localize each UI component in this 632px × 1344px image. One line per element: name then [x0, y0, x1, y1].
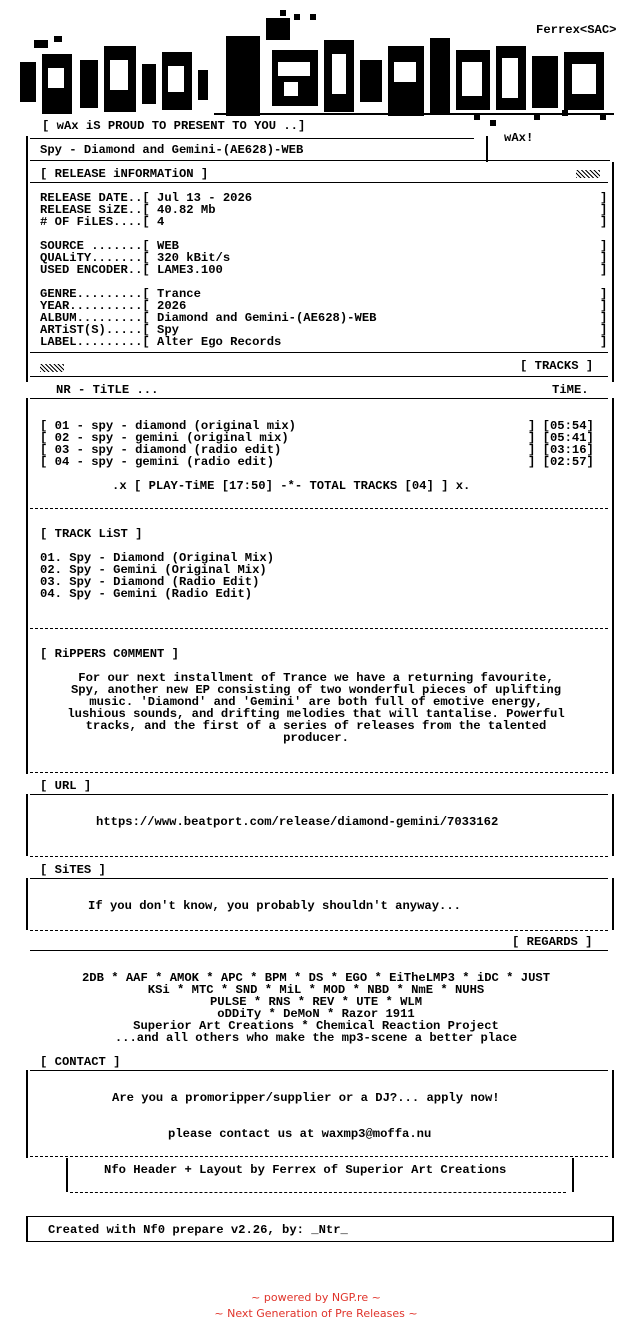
logo-tag: wAx!: [504, 131, 534, 145]
info-row: RELEASE SiZE..[ 40.82 Mb: [40, 203, 216, 217]
nfo-page: Ferrex<SAC> [ wAx iS PROUD TO PRESENT TO YOU ..] wAx! Spy - Diamond and Gemini-(AE628)-WEB [ RELEASE iNFORMATiON ] RELEASE DATE..[ Jul 13 - 2026 RELEASE SiZE..[ 40.82 Mb # OF FiLES....[ 4 SOURCE .......[ WEB QUALiTY.......[ 320 kBit/s USED ENCODER..[ LAME3.100 GENRE.........[ Trance YEAR..........[ 2026 ALBUM.........[ Diamond and Gemini-(AE628)-WEB ARTiST(S).....[ Spy LABEL.........[ Alter Ego Records ] ] ] ] ] ] ] ] ] ] ] [ TRACKS ] NR - TiTLE ... TiME. [ 01 - spy - diamond (original mix) ] [05:54] [ 02 - spy - gemini (original mix) ] [05:41] [ 03 - spy - diamond (radio edit) ] [03:16] [ 04 - spy - gemini (radio edit) ] [02:57] .x [ PLAY-TiME [17:50] -*- TOTAL TRACKS [04] ] x. [ TRACK LiST ] 01. Spy - Diamond (Original Mix) 02. Spy - Gemini (Original Mix) 03. Spy - Diamond (Radio Edit) 04. Spy - Gemini (Radio Edit) [ RiPPERS C0MMENT ] For our next installment of Trance we have a returning favourite, Spy, another new EP consisting of two wonderful pieces of uplifting music. 'Diamond' and 'Gemini' are both full of emotive energy, lushious sounds, and drifting melodies that will tantalise. Powerful tracks, and the first of a series of releases from the talented producer. [ URL ] https://www.beatport.com/release/diamond-gemini/7033162 [ SiTES ] If you don't know, you probably shouldn't anyway... [ REGARDS ] 2DB * AAF * AMOK * APC * BPM * DS * EGO * EiTheLMP3 * iDC * JUST KSi * MTC * SND * MiL * MOD * NBD * NmE * NUHS PULSE * RNS * REV * UTE * WLM oDDiTy * DeMoN * Razor 1911 Superior Art Creations * Chemical Reaction Project ...and all others who make the mp3-scene a better place [ CONTACT ] Are you a promoripper/supplier or a DJ?... apply now! please contact us at waxmp3@moffa.nu Nfo Header + Layout by Ferrex of Superior Art Creations Created with Nf0 prepare v2.26, by: _Ntr_ ~ powered by NGP.re ~ ~ Next Generation of Pre Releases ~: [0, 0, 632, 1344]
info-row: QUALiTY.......[ 320 kBit/s: [40, 251, 231, 265]
release-title: Spy - Diamond and Gemini-(AE628)-WEB: [40, 143, 304, 157]
powered-by: ~ powered by NGP.re ~: [251, 1291, 381, 1304]
info-row: RELEASE DATE..[ Jul 13 - 2026: [40, 191, 253, 205]
header-credit: Ferrex<SAC>: [536, 23, 617, 37]
track-list-item: 02. Spy - Gemini (Original Mix): [40, 563, 267, 577]
url-link[interactable]: https://www.beatport.com/release/diamond-gemini/7033162: [96, 815, 499, 829]
comment-line: music. 'Diamond' and 'Gemini' are both full of emotive energy,: [89, 695, 543, 709]
info-row: ALBUM.........[ Diamond and Gemini-(AE628)-WEB: [40, 311, 377, 325]
info-row: ARTiST(S).....[ Spy: [40, 323, 179, 337]
info-row: LABEL.........[ Alter Ego Records: [40, 335, 282, 349]
sites-text: If you don't know, you probably shouldn't anyway...: [88, 899, 461, 913]
tracks-heading: [ TRACKS ]: [520, 359, 594, 373]
info-row: USED ENCODER..[ LAME3.100: [40, 263, 223, 277]
layout-credit: Nfo Header + Layout by Ferrex of Superior Art Creations: [104, 1163, 507, 1177]
comment-line: producer.: [283, 731, 349, 745]
proud-banner: [ wAx iS PROUD TO PRESENT TO YOU ..]: [42, 119, 306, 133]
regards-line: KSi * MTC * SND * MiL * MOD * NBD * NmE * NUHS: [147, 983, 485, 997]
comment-heading: [ RiPPERS C0MMENT ]: [40, 647, 179, 661]
comment-line: Spy, another new EP consisting of two wonderful pieces of uplifting: [70, 683, 562, 697]
contact-line-apply: Are you a promoripper/supplier or a DJ?... apply now!: [112, 1091, 500, 1105]
contact-box: [26, 1070, 614, 1158]
comment-line: For our next installment of Trance we have a returning favourite,: [78, 671, 554, 685]
regards-heading: [ REGARDS ]: [512, 935, 593, 949]
release-info-heading: [ RELEASE iNFORMATiON ]: [40, 167, 209, 181]
track-list-item: 01. Spy - Diamond (Original Mix): [40, 551, 275, 565]
regards-line: PULSE * RNS * REV * UTE * WLM: [209, 995, 423, 1009]
track-list-item: 04. Spy - Gemini (Radio Edit): [40, 587, 253, 601]
track-list-item: 03. Spy - Diamond (Radio Edit): [40, 575, 260, 589]
wax-ascii-logo: [14, 10, 624, 133]
footer-tagline: ~ Next Generation of Pre Releases ~: [214, 1307, 418, 1320]
info-row: GENRE.........[ Trance: [40, 287, 201, 301]
tracks-col-title: NR - TiTLE ...: [56, 383, 159, 397]
regards-line: Superior Art Creations * Chemical Reaction Project: [133, 1019, 499, 1033]
tracks-col-time: TiME.: [552, 383, 589, 397]
url-heading: [ URL ]: [40, 779, 92, 793]
tracks-summary: .x [ PLAY-TiME [17:50] -*- TOTAL TRACKS [04] ] x.: [112, 479, 471, 493]
regards-line: 2DB * AAF * AMOK * APC * BPM * DS * EGO * EiTheLMP3 * iDC * JUST: [81, 971, 551, 985]
sites-heading: [ SiTES ]: [40, 863, 106, 877]
track-list-heading: [ TRACK LiST ]: [40, 527, 143, 541]
regards-line: ...and all others who make the mp3-scene a better place: [114, 1031, 518, 1045]
info-row: SOURCE .......[ WEB: [40, 239, 179, 253]
comment-line: lushious sounds, and drifting melodies that will tantalise. Powerful: [67, 707, 565, 721]
info-row: YEAR..........[ 2026: [40, 299, 187, 313]
regards-line: oDDiTy * DeMoN * Razor 1911: [217, 1007, 415, 1021]
comment-line: tracks, and the first of a series of releases from the talented: [85, 719, 547, 733]
contact-heading: [ CONTACT ]: [40, 1055, 121, 1069]
created-with: Created with Nf0 prepare v2.26, by: _Ntr_: [48, 1223, 348, 1237]
contact-email[interactable]: please contact us at waxmp3@moffa.nu: [168, 1127, 432, 1141]
info-row: # OF FiLES....[ 4: [40, 215, 165, 229]
